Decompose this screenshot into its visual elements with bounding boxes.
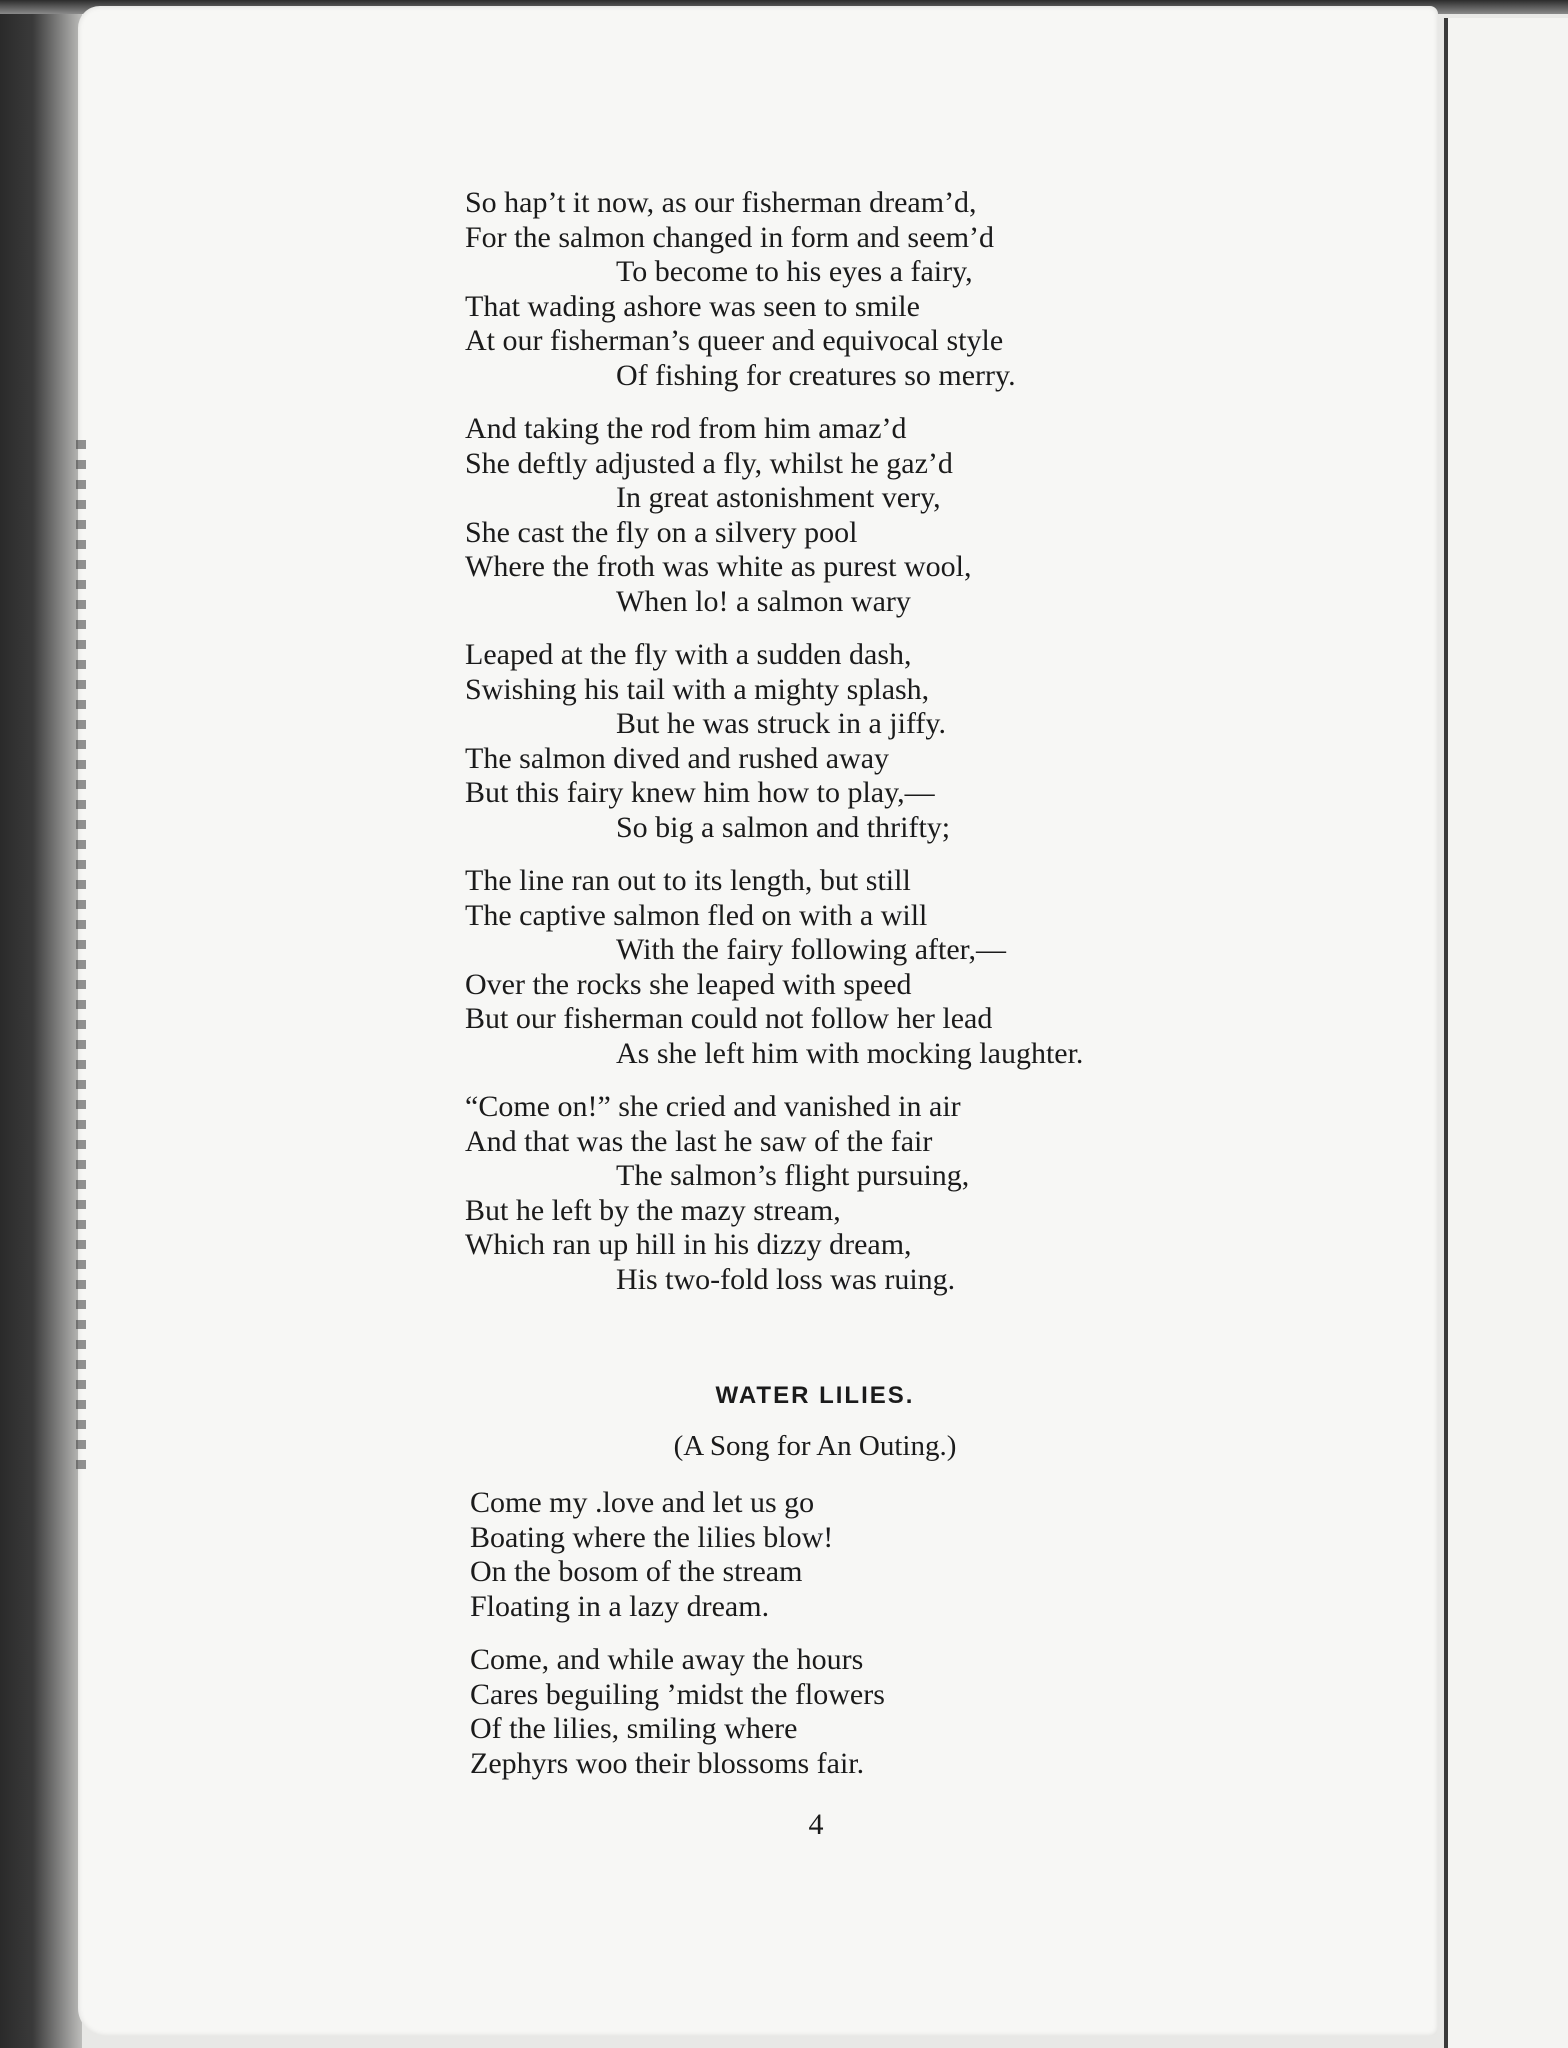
poem-line: But our fisherman could not follow her lead — [465, 1002, 993, 1035]
poem-line: So hap’t it now, as our fisherman dream’d, — [465, 186, 977, 219]
poem-line: The salmon dived and rushed away — [465, 741, 890, 775]
poem-line: But this fairy knew him how to play,— — [465, 776, 935, 809]
poem-line: Boating where the lilies blow! — [470, 1520, 834, 1554]
poem-line: “Come on!” she cried and vanished in air — [465, 1090, 961, 1123]
poem-line: On the bosom of the stream — [470, 1555, 803, 1588]
poem-line-indented: To become to his eyes a fairy, — [616, 255, 973, 288]
poem-line: And that was the last he saw of the fair — [465, 1124, 933, 1158]
stanza — [470, 1486, 1270, 1624]
poem-line-indented: The salmon’s flight pursuing, — [616, 1159, 970, 1192]
poem-line: But he left by the mazy stream, — [465, 1193, 841, 1227]
page-number: 4 — [808, 1808, 824, 1841]
poem-line: For the salmon changed in form and seem’d — [465, 220, 995, 254]
scan-border-left — [0, 0, 82, 2048]
poem-line: Of the lilies, smiling where — [470, 1712, 798, 1745]
poem-line: She cast the fly on a silvery pool — [465, 515, 858, 549]
poem-line-indented: With the fairy following after,— — [616, 933, 1006, 966]
poem-line: And taking the rod from him amaz’d — [465, 412, 907, 445]
stanza — [465, 186, 1265, 393]
poem-line-indented: But he was struck in a jiffy. — [616, 707, 946, 740]
poem-line: At our fisherman’s queer and equivocal style — [465, 324, 1004, 357]
poem-line: Which ran up hill in his dizzy dream, — [465, 1228, 912, 1261]
poem-line-indented: In great astonishment very, — [616, 481, 941, 514]
stanza — [470, 1643, 1270, 1781]
poem-line: The line ran out to its length, but still — [465, 864, 911, 897]
stanza — [465, 864, 1265, 1071]
poem-line-indented: As she left him with mocking laughter. — [616, 1036, 1084, 1070]
poem-line: She deftly adjusted a fly, whilst he gaz’d — [465, 446, 953, 480]
poem-line: Where the froth was white as purest wool, — [465, 550, 972, 583]
adjacent-page-edge — [1444, 18, 1568, 2048]
poem-line-indented: When lo! a salmon wary — [616, 584, 911, 618]
poem-line-indented: His two-fold loss was ruing. — [616, 1262, 956, 1296]
poem-line: Come, and while away the hours — [470, 1643, 864, 1676]
poem-line-indented: So big a salmon and thrifty; — [616, 810, 951, 844]
poem-line: Over the rocks she leaped with speed — [465, 967, 912, 1001]
poem-line: Floating in a lazy dream. — [470, 1589, 770, 1623]
poem-line: Leaped at the fly with a sudden dash, — [465, 638, 912, 671]
poem-continued — [465, 186, 1265, 1316]
poem-title: WATER LILIES. — [715, 1382, 915, 1409]
poem-line: The captive salmon fled on with a will — [465, 898, 928, 932]
poem-line: Zephyrs woo their blossoms fair. — [470, 1746, 865, 1780]
poem-line: That wading ashore was seen to smile — [465, 289, 920, 323]
poem-subtitle: (A Song for An Outing.) — [673, 1430, 957, 1462]
stanza — [465, 1090, 1265, 1297]
stanza — [465, 638, 1265, 845]
water-lilies-poem — [470, 1486, 1270, 1800]
binding-gutter-marks — [76, 440, 86, 1480]
poem-line: Cares beguiling ’midst the flowers — [470, 1677, 885, 1711]
poem-line: Swishing his tail with a mighty splash, — [465, 672, 930, 706]
stanza — [465, 412, 1265, 619]
poem-line-indented: Of fishing for creatures so merry. — [616, 358, 1016, 392]
poem-line: Come my .love and let us go — [470, 1486, 815, 1519]
